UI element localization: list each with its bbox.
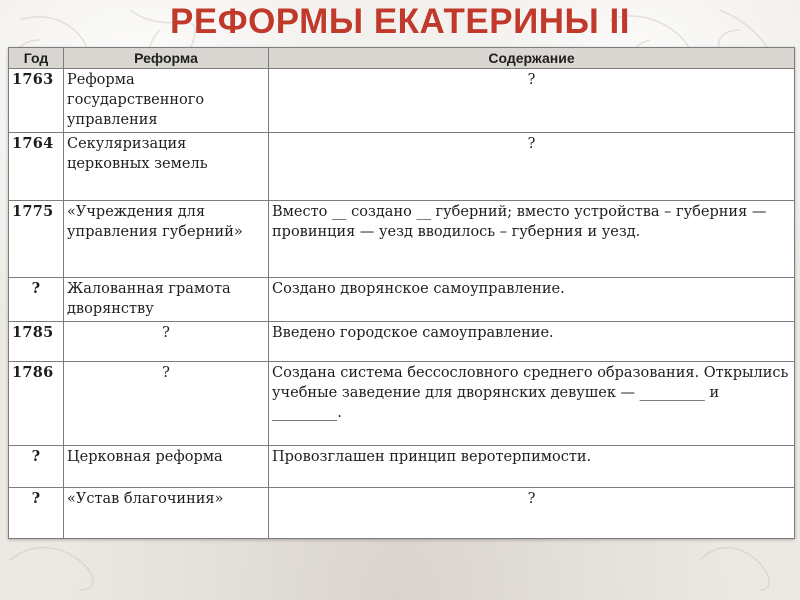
table-row [9, 278, 795, 322]
cell-content: ? [269, 488, 795, 539]
cell-reform: «Устав благочиния» [64, 488, 269, 539]
cell-year: 1775 [9, 201, 64, 278]
cell-reform: ? [64, 362, 269, 446]
cell-reform: ? [64, 322, 269, 362]
table-row [9, 201, 795, 278]
header-year: Год [9, 48, 64, 69]
table-row [9, 446, 795, 488]
table-row [9, 322, 795, 362]
slide-title: РЕФОРМЫ ЕКАТЕРИНЫ II [170, 2, 630, 41]
cell-year: 1764 [9, 133, 64, 201]
cell-content: Введено городское самоуправление. [269, 322, 795, 362]
cell-year: ? [9, 278, 64, 322]
cell-year: ? [9, 446, 64, 488]
reforms-table [8, 47, 795, 539]
cell-content: ? [269, 69, 795, 133]
cell-year: ? [9, 488, 64, 539]
header-reform: Реформа [64, 48, 269, 69]
table-row [9, 362, 795, 446]
cell-content: ? [269, 133, 795, 201]
cell-year: 1763 [9, 69, 64, 133]
table-row [9, 69, 795, 133]
table-row [9, 133, 795, 201]
table-row [9, 488, 795, 539]
cell-year: 1786 [9, 362, 64, 446]
table-header-row [9, 48, 795, 69]
cell-year: 1785 [9, 322, 64, 362]
header-content: Содержание [269, 48, 795, 69]
cell-content: Создана система бессословного среднего образования. Открылись учебные заведение для дворянских девушек — _________ и _________. [269, 362, 795, 446]
cell-reform: Жалованная грамота дворянству [64, 278, 269, 322]
cell-content: Создано дворянское самоуправление. [269, 278, 795, 322]
cell-content: Провозглашен принцип веротерпимости. [269, 446, 795, 488]
cell-reform: Церковная реформа [64, 446, 269, 488]
cell-reform: Секуляризация церковных земель [64, 133, 269, 201]
cell-reform: «Учреждения для управления губерний» [64, 201, 269, 278]
cell-reform: Реформа государственного управления [64, 69, 269, 133]
cell-content: Вместо __ создано __ губерний; вместо устройства – губерния — провинция — уезд вводилось – губерния и уезд. [269, 201, 795, 278]
